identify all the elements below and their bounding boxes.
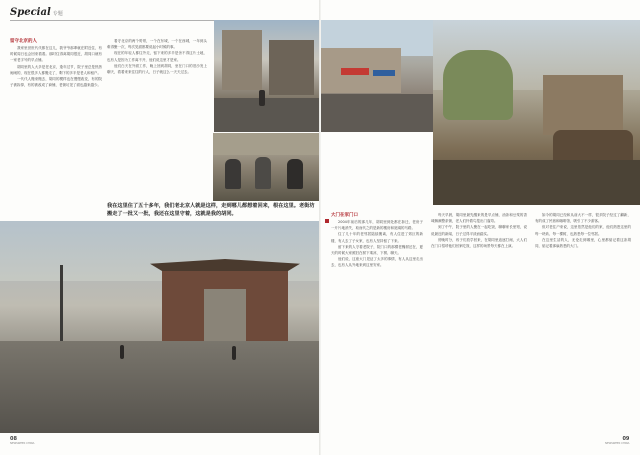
left-column-2 bbox=[107, 38, 207, 201]
left-col1-para: 胡同里的人大多是老北京，逢年过节，院子里总是热热闹闹的，现在很多人都搬走了，剩下的多半是老人和租户。 bbox=[10, 64, 102, 75]
right-column-2 bbox=[431, 212, 527, 434]
right-folio bbox=[605, 436, 629, 445]
photo-men-sitting bbox=[213, 133, 319, 201]
right-col3-para: 在这里生活的人，无论走到哪里，心里都惦记着这条胡同，惦记着那扇熟悉的大门。 bbox=[535, 237, 631, 249]
right-col3-para: 如今的胡同已经和从前大不一样，很多院子经过了翻新，有的成了民宿和咖啡馆，吸引了不少游客。 bbox=[535, 213, 631, 224]
ground-shape bbox=[433, 160, 640, 205]
wall-shape bbox=[543, 75, 623, 135]
gate-opening-shape bbox=[204, 289, 246, 341]
left-subhead: 留守北京的人 bbox=[10, 39, 37, 44]
road-shape bbox=[321, 94, 433, 132]
pull-quote: 我在这里住了五十多年，我们老北京人就是这样，走到哪儿都想着回来，根在这里。老街坊搬走了一批又一批，我还在这里守着，这就是我的胡同。 bbox=[107, 203, 315, 217]
right-column-1 bbox=[331, 212, 423, 434]
photo-hutong-gate bbox=[0, 221, 319, 433]
left-col1-para: 一代代人搬来搬去，胡同的模样也在慢慢改变，有的院子被拆掉，有的被改成了商铺，老街坊见了面也越来越少。 bbox=[10, 77, 102, 88]
right-column-3 bbox=[535, 212, 631, 434]
pedestrian-shape bbox=[232, 346, 236, 360]
road-shape bbox=[214, 98, 319, 132]
photo-street-corner bbox=[214, 20, 319, 132]
right-col1-para: 住了几十年的老邻居陆续搬离，有人住进了郊区的新楼，有人去了子女家，也有人坚持留了下来。 bbox=[331, 232, 423, 243]
right-subhead: 大门在家门口 bbox=[331, 213, 358, 218]
building-shape bbox=[222, 30, 262, 90]
pedestrian-shape bbox=[259, 90, 265, 106]
person-shape bbox=[287, 159, 303, 189]
shop-sign-shape bbox=[341, 68, 369, 75]
left-col2-para: 看守北京的两个哥哥，一个在东城，一个在西城，一年到头难得聚一次，每次见面都要说起小时候的事。 bbox=[107, 39, 207, 50]
right-col3-para: 但对老住户来说，这里依然是他们的家，他们熟悉这里的每一块砖、每一棵树，也熟悉每一位邻居。 bbox=[535, 225, 631, 236]
left-col2-para: 他们白天在外面工作，晚上回到胡同，坐在门口的旧沙发上聊天，看着来来往往的行人，日子就这么一天天过去。 bbox=[107, 63, 207, 75]
section-title-zh: 专题 bbox=[52, 11, 63, 17]
photo-sofa-courtyard bbox=[433, 20, 640, 205]
person-shape bbox=[225, 159, 241, 189]
left-col2-para: 现在的年轻人都往外走，留下来的多半是舍不得这片土地，也有人是因为工作离不开，他们说这里才是家。 bbox=[107, 51, 207, 62]
shop-sign-shape bbox=[373, 70, 395, 76]
right-col2-para: 每天早晨，胡同里最先醒来的是早点铺，油条和豆浆的香味飘满整条街，老人们拎着鸟笼出门遛弯。 bbox=[431, 213, 527, 224]
left-column-1 bbox=[10, 38, 102, 208]
right-col1-para: 2004年前后的那几年，胡同里到处都在拆迁，老房子一片片地消失，取而代之的是新的楼房和宽阔的马路。 bbox=[331, 220, 423, 231]
right-magazine-name: NEWSWEEK CHINA bbox=[605, 442, 630, 445]
pedestrian-shape bbox=[120, 345, 124, 359]
left-magazine-name: NEWSWEEK CHINA bbox=[10, 442, 35, 445]
right-col1-para: 他们说，这座大门见证了太多的事情，有人从这里走出去，也有人从外地来到这里安家。 bbox=[331, 257, 423, 268]
building-shape bbox=[269, 40, 314, 95]
article-marker bbox=[325, 219, 329, 223]
person-shape bbox=[255, 157, 271, 189]
right-col1-para: 留下来的人守着老院子，院门口的那棵老槐树还在，夏天的时候大家照旧在树下乘凉、下棋、聊天。 bbox=[331, 244, 423, 256]
tree-shape bbox=[443, 50, 513, 120]
left-col1-para: 我家里世世代代都在这儿，我爷爷那辈就在附近住，有时候周日也会回来看看。那时住得离胡同很近，胡同口就有一家老字号的早点铺。 bbox=[10, 46, 102, 63]
photo-street-shops bbox=[321, 20, 433, 132]
right-page-number: 09 bbox=[622, 436, 630, 442]
left-page-number: 08 bbox=[10, 436, 17, 442]
right-col2-para: 傍晚时分，孩子们放学回来，在胡同里追逐打闹，大人们在门口招呼他们回家吃饭，这样的场景每天都在上演。 bbox=[431, 237, 527, 249]
section-tag bbox=[10, 7, 63, 18]
wall-shape bbox=[213, 133, 319, 155]
right-col2-para: 到了中午，院子里的人聚在一起吃饭，聊聊家长里短，说说最近的新闻，日子过得平淡而踏实。 bbox=[431, 225, 527, 236]
section-title-en: Special bbox=[10, 7, 51, 18]
left-folio bbox=[10, 436, 34, 445]
road-shape bbox=[0, 341, 319, 433]
